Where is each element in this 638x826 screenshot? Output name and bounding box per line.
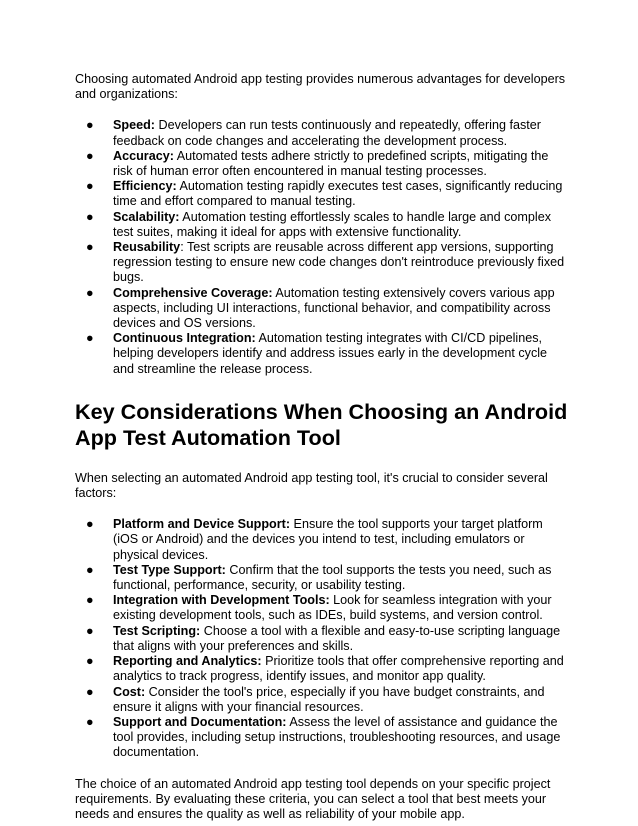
list-item-text: Prioritize tools that offer comprehensive reporting and analytics to track progress, identify issues, and monitor app quality. [113,654,564,684]
list-item-term: Scalability: [113,209,180,224]
bullet-icon: ● [86,517,94,532]
list-item-term: Efficiency: [113,179,177,194]
bullet-icon: ● [86,118,94,133]
list-item-term: Speed: [113,118,155,133]
list-item-term: Test Type Support: [113,562,226,577]
list-item-term: Platform and Device Support: [113,517,291,532]
list-item [75,149,570,179]
list-item-text: Automation testing effortlessly scales to handle large and complex test suites, making it ideal for apps with extensive functionality. [113,209,551,239]
bullet-icon: ● [86,714,94,729]
list-item-term: Cost: [113,684,146,699]
list-item-term: Continuous Integration: [113,331,256,346]
list-item-text: Look for seamless integration with your existing development tools, such as IDEs, build systems, and version control. [113,593,552,623]
bullet-icon: ● [86,148,94,163]
list-item [75,685,570,715]
list-item [75,210,570,240]
intro-paragraph: Choosing automated Android app testing provides numerous advantages for developers and organizations: [75,72,566,102]
list-item-text: Choose a tool with a flexible and easy-to-use scripting language that aligns with your preferences and skills. [113,623,561,653]
list-item-text: Consider the tool's price, especially if you have budget constraints, and ensure it aligns with your financial resources. [113,684,545,714]
bullet-icon: ● [86,654,94,669]
list-item-text: : Test scripts are reusable across different app versions, supporting regression testing to ensure new code changes don't reintroduce previously fixed bugs. [113,240,565,285]
bullet-icon: ● [86,179,94,194]
list-item-term: Test Scripting: [113,623,201,638]
section-heading: Key Considerations When Choosing an Android App Test Automation Tool [75,398,568,450]
bullet-icon: ● [86,331,94,346]
list-item [75,331,570,377]
list-item-text: Automated tests adhere strictly to predefined scripts, mitigating the risk of human error often encountered in manual testing processes. [113,148,549,179]
list-item-text: Developers can run tests continuously and repeatedly, offering faster feedback on code changes and accelerating the development process. [113,118,541,148]
closing-paragraph: The choice of an automated Android app testing tool depends on your specific project requirements. By evaluating these criteria, you can select a tool that best meets your needs and ensures the quality as well as reliability of your mobile app. [75,776,551,821]
list-item [75,563,570,593]
considerations-intro-paragraph: When selecting an automated Android app testing tool, it's crucial to consider several factors: [75,470,548,501]
bullet-icon: ● [86,623,94,638]
bullet-icon: ● [86,285,94,300]
bullet-icon: ● [86,593,94,608]
list-item-text: Automation testing extensively covers various app aspects, including UI interactions, functional behavior, and compatibility across devices and OS versions. [113,285,555,331]
list-item-text: Ensure the tool supports your target platform (iOS or Android) and the devices you intend to test, including emulators or physical devices. [113,517,543,562]
advantages-list [75,118,570,376]
list-item [75,654,570,684]
list-item-text: Confirm that the tool supports the tests you need, such as functional, performance, security, or usability testing. [113,562,552,593]
list-item-term: Support and Documentation: [113,714,287,729]
list-item [75,240,570,286]
list-item [75,286,570,332]
list-item-text: Automation testing rapidly executes test cases, significantly reducing time and effort compared to manual testing. [113,179,563,209]
list-item-term: Comprehensive Coverage: [113,285,273,300]
list-item-text: Assess the level of assistance and guidance the tool provides, including setup instructions, troubleshooting resources, and usage documentation. [113,714,561,760]
list-item-term: Accuracy: [113,148,174,163]
list-item [75,624,570,654]
list-item [75,593,570,623]
list-item-term: Reusability [113,240,181,255]
list-item [75,179,570,209]
bullet-icon: ● [86,684,94,699]
considerations-list [75,517,570,760]
list-item [75,517,570,563]
bullet-icon: ● [86,240,94,255]
list-item-text: Automation testing integrates with CI/CD pipelines, helping developers identify and address issues early in the development cycle and streamline the release process. [113,331,548,376]
list-item-term: Reporting and Analytics: [113,654,262,669]
document-page [75,72,570,822]
list-item [75,118,570,148]
bullet-icon: ● [86,562,94,577]
bullet-icon: ● [86,209,94,224]
list-item [75,715,570,761]
list-item-term: Integration with Development Tools: [113,593,330,608]
